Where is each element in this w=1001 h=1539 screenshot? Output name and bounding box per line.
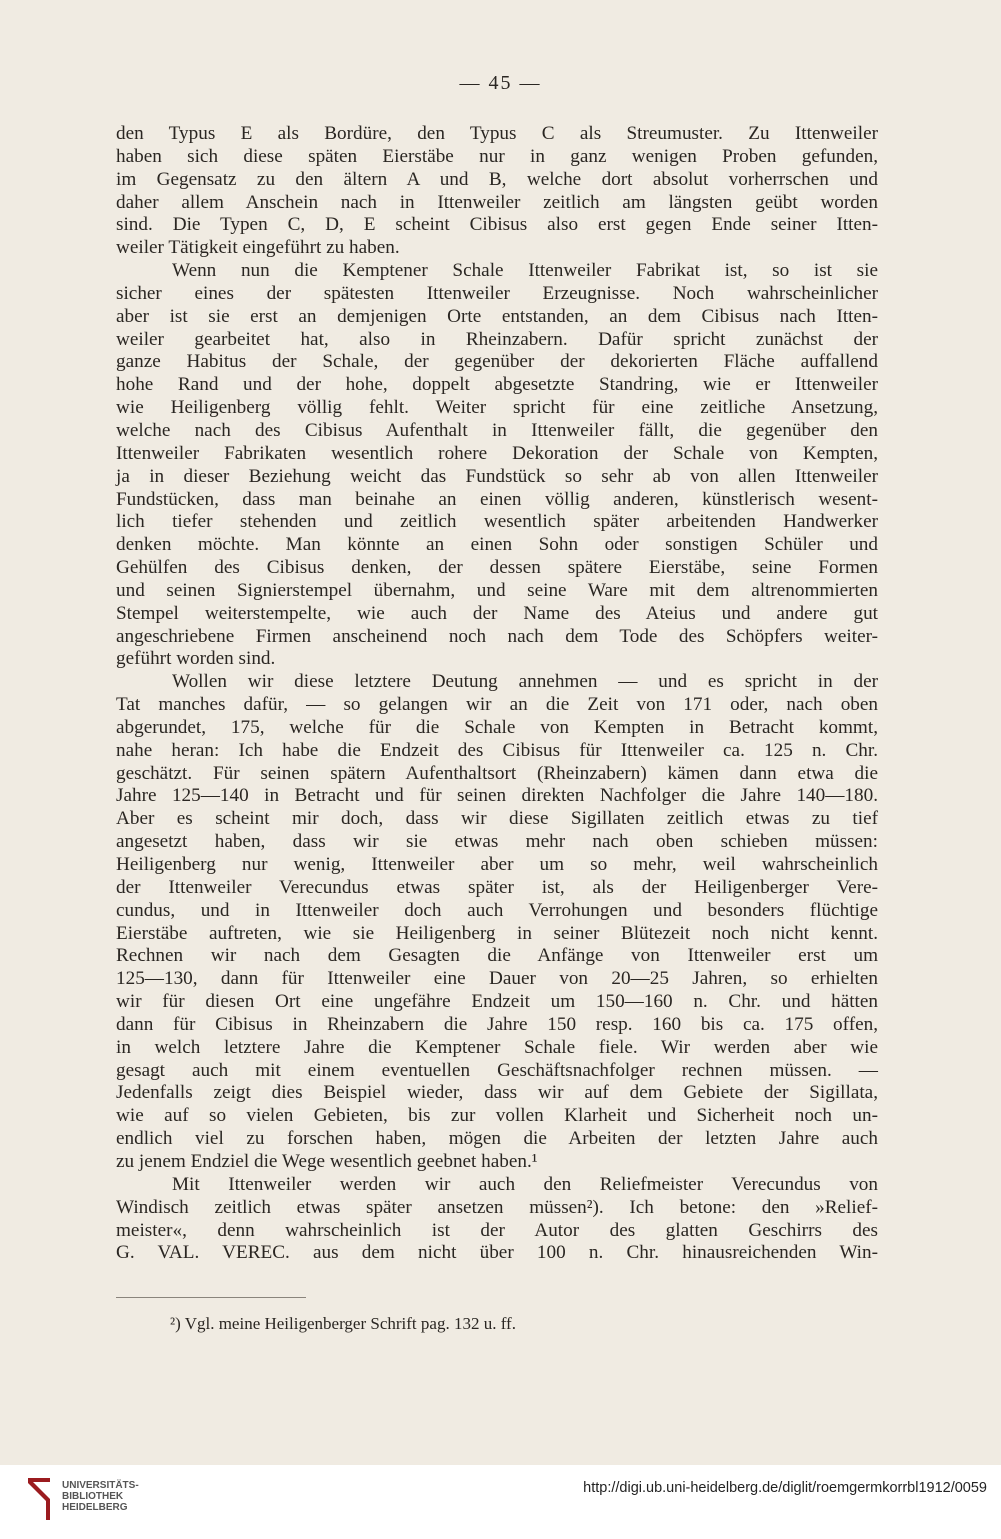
text-line: Windisch zeitlich etwas später ansetzen müssen²). Ich betone: den »Relief- (116, 1196, 878, 1218)
text-line: daher allem Anschein nach in Ittenweiler zeitlich am längsten geübt worden (116, 191, 878, 213)
text-line: sicher eines der spätesten Ittenweiler Erzeugnisse. Noch wahrscheinlicher (116, 282, 878, 304)
text-line: weiler Tätigkeit eingeführt zu haben. (116, 237, 400, 259)
page-number: — 45 — (459, 72, 542, 94)
footnote-divider (116, 1297, 306, 1298)
text-line: Heiligenberg nur wenig, Ittenweiler aber um so mehr, weil wahrscheinlich (116, 854, 878, 875)
paragraph-2 (116, 260, 878, 671)
text-line: in welch letztere Jahre die Kemptener Schale fiele. Wir werden aber wie (116, 1036, 878, 1058)
footnote: ²) Vgl. meine Heiligenberger Schrift pag. 132 u. ff. (170, 1314, 516, 1333)
footer-bar (0, 1465, 1001, 1539)
text-line: der Ittenweiler Verecundus etwas später ist, als der Heiligenberger Vere- (116, 876, 878, 898)
text-line: sind. Die Typen C, D, E scheint Cibisus also erst gegen Ende seiner Itten- (116, 214, 878, 236)
text-line: Eierstäbe auftreten, wie sie Heiligenberg in seiner Blütezeit noch nicht kennt. (116, 922, 878, 944)
text-line: geführt worden sind. (116, 648, 276, 670)
text-line: G. VAL. VEREC. aus dem nicht über 100 n. Chr. hinausreichenden Win- (116, 1242, 878, 1264)
text-line: Jedenfalls zeigt dies Beispiel wieder, dass wir auf dem Gebiete der Sigillata, (116, 1082, 878, 1104)
text-line: ganze Habitus der Schale, der gegenüber der dekorierten Fläche auffallend (116, 351, 878, 373)
text-line: Mit Ittenweiler werden wir auch den Reliefmeister Verecundus von (172, 1173, 878, 1195)
text-line: Wollen wir diese letztere Deutung annehmen — und es spricht in der (172, 671, 878, 693)
text-line: wie Heiligenberg völlig fehlt. Weiter spricht für eine zeitliche Ansetzung, (116, 397, 878, 419)
library-name (62, 1480, 139, 1513)
text-line: Jahre 125—140 in Betracht und für seinen direkten Nachfolger die Jahre 140—180. (116, 785, 878, 807)
text-line: weiler gearbeitet hat, also in Rheinzabern. Dafür spricht zunächst der (116, 328, 878, 350)
source-url-link[interactable]: http://digi.ub.uni-heidelberg.de/diglit/roemgermkorrbl1912/0059 (583, 1480, 987, 1496)
library-name-line: HEIDELBERG (62, 1502, 128, 1513)
text-line: Stempel weiterstempelte, wie auch der Name des Ateius und andere gut (116, 602, 878, 624)
text-line: haben sich diese späten Eierstäbe nur in ganz wenigen Proben gefunden, (116, 145, 878, 167)
text-line: dann für Cibisus in Rheinzabern die Jahre 150 resp. 160 bis ca. 175 offen, (116, 1013, 878, 1035)
text-line: abgerundet, 175, welche für die Schale von Kempten in Betracht kommt, (116, 716, 878, 738)
text-line: welche nach des Cibisus Aufenthalt in Ittenweiler fällt, die gegenüber den (116, 419, 878, 441)
text-line: wir für diesen Ort eine ungefähre Endzeit um 150—160 n. Chr. und hätten (116, 991, 878, 1013)
text-line: angeschriebene Firmen anscheinend noch nach dem Tode des Schöpfers weiter- (116, 625, 878, 647)
text-line: im Gegensatz zu den ältern A und B, welche dort absolut vorherrschen und (116, 168, 878, 190)
text-line: geschätzt. Für seinen spätern Aufenthaltsort (Rheinzabern) kämen dann etwa die (116, 762, 878, 784)
text-line: und seinen Signierstempel übernahm, und seine Ware mit dem altrenommierten (116, 579, 878, 601)
text-line: ja in dieser Beziehung weicht das Fundstück so sehr ab von allen Ittenweiler (116, 465, 878, 487)
library-name-line: UNIVERSITÄTS- (62, 1480, 139, 1491)
text-line: meister«, denn wahrscheinlich ist der Autor des glatten Geschirrs des (116, 1219, 878, 1241)
text-line: nahe heran: Ich habe die Endzeit des Cibisus für Ittenweiler ca. 125 n. Chr. (116, 739, 878, 761)
text-line: angesetzt haben, dass wir sie etwas mehr nach oben schieben müssen: (116, 831, 878, 853)
paragraph-4 (116, 1174, 878, 1265)
text-line: 125—130, dann für Ittenweiler eine Dauer von 20—25 Jahren, so erhielten (116, 968, 878, 990)
library-logo-icon (24, 1474, 54, 1524)
text-line: denken möchte. Man könnte an einen Sohn oder sonstigen Schüler und (116, 534, 878, 556)
paragraph-3 (116, 671, 878, 1174)
text-line: den Typus E als Bordüre, den Typus C als Streumuster. Zu Ittenweiler (116, 123, 878, 144)
library-name-line: BIBLIOTHEK (62, 1491, 124, 1502)
text-line: Fundstücken, dass man beinahe an einen völlig anderen, künstlerisch wesent- (116, 488, 878, 510)
text-line: Ittenweiler Fabrikaten wesentlich rohere Dekoration der Schale von Kempten, (116, 442, 878, 464)
text-line: Rechnen wir nach dem Gesagten die Anfänge von Ittenweiler erst um (116, 945, 878, 967)
text-line: wie auf so vielen Gebieten, bis zur vollen Klarheit und Sicherheit noch un- (116, 1105, 878, 1127)
text-line: Tat manches dafür, — so gelangen wir an die Zeit von 171 oder, nach oben (116, 694, 878, 716)
text-line: Aber es scheint mir doch, dass wir diese Sigillaten zeitlich etwas zu tief (116, 808, 878, 830)
text-line: Wenn nun die Kemptener Schale Ittenweiler Fabrikat ist, so ist sie (172, 260, 878, 282)
text-line: endlich viel zu forschen haben, mögen die Arbeiten der letzten Jahre auch (116, 1128, 878, 1150)
text-line: zu jenem Endziel die Wege wesentlich geebnet haben.¹ (116, 1150, 538, 1172)
text-line: Gehülfen des Cibisus denken, der dessen spätere Eierstäbe, seine Formen (116, 557, 878, 579)
text-line: hohe Rand und der hohe, doppelt abgesetzte Standring, wie er Ittenweiler (116, 374, 878, 396)
text-line: lich tiefer stehenden und zeitlich wesentlich später arbeitenden Handwerker (116, 511, 878, 533)
paragraph-1 (116, 123, 878, 260)
text-line: gesagt auch mit einem eventuellen Geschäftsnachfolger rechnen müssen. — (116, 1059, 878, 1081)
body-text (116, 123, 878, 1265)
text-line: cundus, und in Ittenweiler doch auch Verrohungen und besonders flüchtige (116, 899, 878, 921)
text-line: aber ist sie erst an demjenigen Orte entstanden, an dem Cibisus nach Itten- (116, 305, 878, 327)
